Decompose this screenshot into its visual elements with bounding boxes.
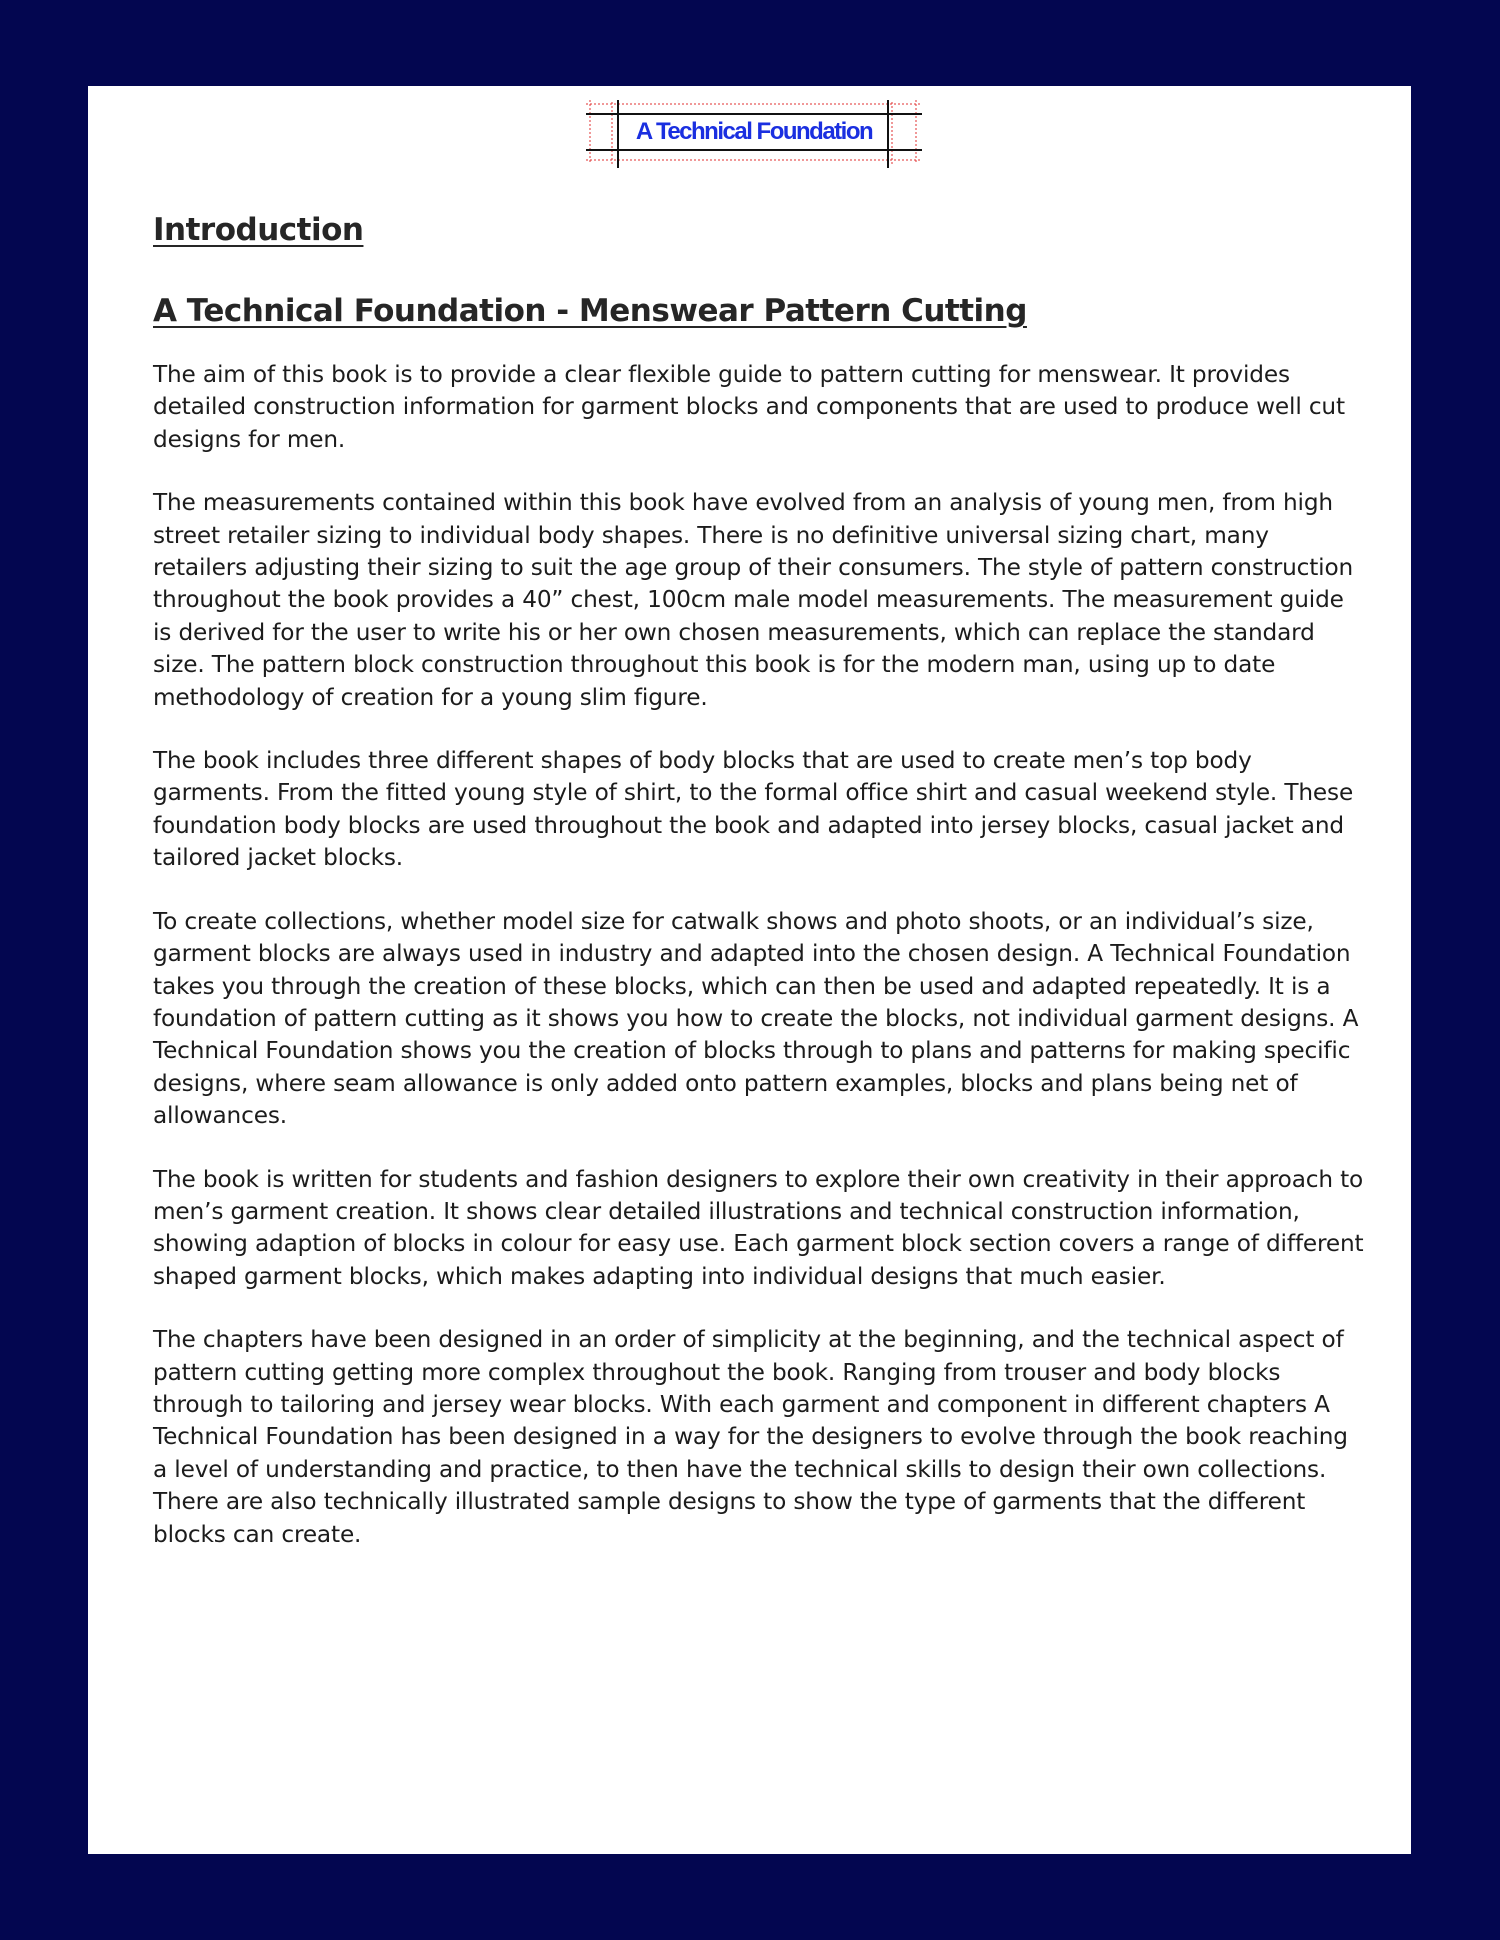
book-logo xyxy=(586,100,922,168)
document-body xyxy=(153,204,1368,1551)
paragraph-measurements: The measurements contained within this book have evolved from an analysis of young men, from high street retailer sizing to individual body shapes. There is no definitive universal sizing chart, many retailers adjusting their sizing to suit the age group of their consumers. The style of pattern construction throughout the book provides a 40” chest, 100cm male model measurements. The measurement guide is derived for the user to write his or her own chosen measurements, which can replace the standard size. The pattern block construction throughout this book is for the modern man, using up to date methodology of creation for a young slim figure. xyxy=(153,489,1354,711)
paragraph-chapters: The chapters have been designed in an order of simplicity at the beginning, and the technical aspect of pattern cutting getting more complex throughout the book. Ranging from trouser and body blocks through to tailoring and jersey wear blocks. With each garment and component in different chapters A Technical Foundation has been designed in a way for the designers to evolve through the book reaching a level of understanding and practice, to then have the technical skills to design their own collections. There are also technically illustrated sample designs to show the type of garments that the different blocks can create. xyxy=(153,1326,1348,1548)
logo-text: A Technical Foundation xyxy=(635,118,873,145)
paragraph-aim: The aim of this book is to provide a clear flexible guide to pattern cutting for menswear. It provides detailed construction information for garment blocks and components that are used to produce well cut designs for men. xyxy=(153,361,1345,453)
page-sheet xyxy=(88,86,1411,1854)
paragraph-body-blocks: The book includes three different shapes of body blocks that are used to create men’s top body garments. From the fitted young style of shirt, to the formal office shirt and casual weekend style. These foundation body blocks are used throughout the book and adapted into jersey blocks, casual jacket and tailored jacket blocks. xyxy=(153,747,1354,872)
paragraph-audience: The book is written for students and fashion designers to explore their own creativity in their approach to men’s garment creation. It shows clear detailed illustrations and technical construction information, showing adaption of blocks in colour for easy use. Each garment block section covers a range of different shaped garment blocks, which makes adapting into individual designs that much easier. xyxy=(153,1165,1364,1290)
introduction-heading: Introduction xyxy=(153,212,364,248)
paragraph-collections: To create collections, whether model size for catwalk shows and photo shoots, or an individual’s size, garment blocks are always used in industry and adapted into the chosen design. A Technical Foundation takes you through the creation of these blocks, which can then be used and adapted repeatedly. It is a foundation of pattern cutting as it shows you how to create the blocks, not individual garment designs. A Technical Foundation shows you the creation of blocks through to plans and patterns for making specific designs, where seam allowance is only added onto pattern examples, blocks and plans being net of allowances. xyxy=(153,907,1359,1130)
book-title-heading: A Technical Foundation - Menswear Pattern Cutting xyxy=(153,293,1027,329)
